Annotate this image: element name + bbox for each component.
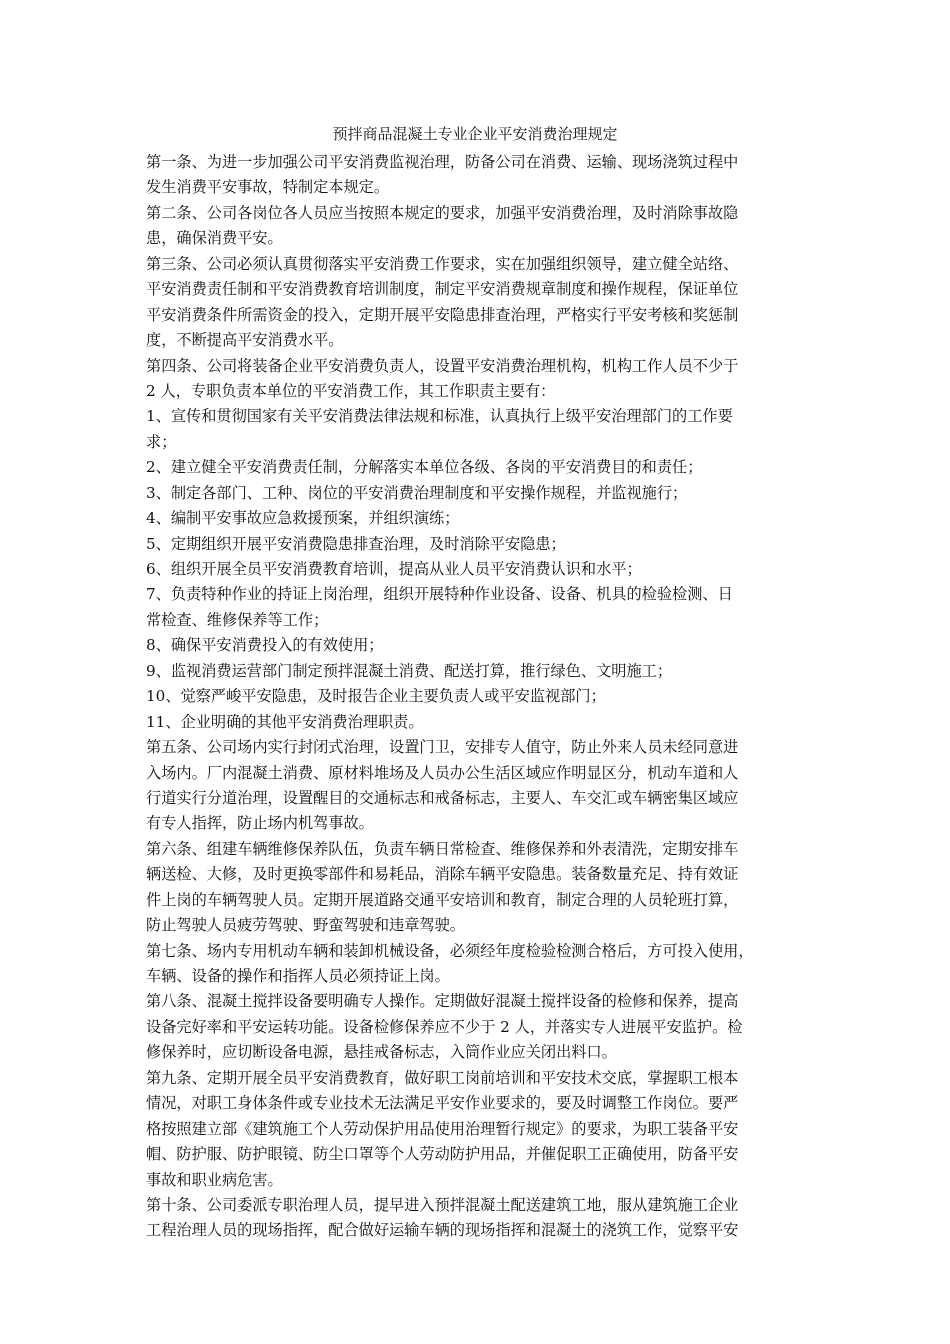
text-line: 平安消费条件所需资金的投入，定期开展平安隐患排查治理，严格实行平安考核和奖惩制: [146, 305, 739, 324]
text-line: 5、定期组织开展平安消费隐患排查治理，及时消除平安隐患；: [146, 534, 566, 553]
text-line: 11、企业明确的其他平安消费治理职责。: [146, 712, 424, 731]
text-line: 事故和职业病危害。: [146, 1170, 283, 1189]
text-line: 第三条、公司必须认真贯彻落实平安消费工作要求，实在加强组织领导，建立健全站络、: [146, 254, 739, 273]
text-line: 第九条、定期开展全员平安消费教育，做好职工岗前培训和平安技术交底，掌握职工根本: [146, 1068, 739, 1087]
text-line: 防止驾驶人员疲劳驾驶、野蛮驾驶和违章驾驶。: [146, 916, 465, 935]
text-line: 辆送检、大修，及时更换零部件和易耗品，消除车辆平安隐患。装备数量充足、持有效证: [146, 865, 739, 884]
text-line: 1、宣传和贯彻国家有关平安消费法律法规和标准，认真执行上级平安治理部门的工作要: [146, 407, 733, 426]
text-line: 患，确保消费平安。: [146, 229, 283, 248]
text-line: 行道实行分道治理，设置醒目的交通标志和戒备标志，主要人、车交汇或车辆密集区域应: [146, 788, 739, 807]
text-line: 件上岗的车辆驾驶人员。定期开展道路交通平安培训和教育，制定合理的人员轮班打算，: [146, 890, 739, 909]
text-line: 2、建立健全平安消费责任制，分解落实本单位各级、各岗的平安消费目的和责任；: [146, 458, 703, 477]
text-line: 第十条、公司委派专职治理人员，提早进入预拌混凝土配送建筑工地，服从建筑施工企业: [146, 1195, 739, 1214]
text-line: 有专人指挥，防止场内机驾事故。: [146, 814, 374, 833]
text-line: 第七条、场内专用机动车辆和装卸机械设备，必须经年度检验检测合格后，方可投入使用，: [146, 941, 754, 960]
text-line: 入场内。厂内混凝土消费、原材料堆场及人员办公生活区域应作明显区分，机动车道和人: [146, 763, 739, 782]
text-line: 7、负责特种作业的持证上岗治理，组织开展特种作业设备、设备、机具的检验检测、日: [146, 585, 733, 604]
text-line: 第二条、公司各岗位各人员应当按照本规定的要求，加强平安消费治理，及时消除事故隐: [146, 203, 739, 222]
text-line: 车辆、设备的操作和指挥人员必须持证上岗。: [146, 967, 450, 985]
text-line: 第一条、为进一步加强公司平安消费监视治理，防备公司在消费、运输、现场浇筑过程中: [146, 153, 739, 171]
text-line: 格按照建立部《建筑施工个人劳动保护用品使用治理暂行规定》的要求，为职工装备平安: [146, 1119, 739, 1138]
text-line: 发生消费平安事故，特制定本规定。: [146, 178, 389, 197]
document-body: [146, 150, 826, 1244]
text-line: 9、监视消费运营部门制定预拌混凝土消费、配送打算，推行绿色、文明施工；: [146, 661, 673, 680]
text-line: 3、制定各部门、工种、岗位的平安消费治理制度和平安操作规程，并监视施行；: [146, 483, 688, 502]
text-line: 4、编制平安事故应急救援预案，并组织演练；: [146, 509, 460, 528]
text-line: 6、组织开展全员平安消费教育培训，提高从业人员平安消费认识和水平；: [146, 560, 642, 578]
text-line: 求；: [146, 432, 177, 451]
text-line: 常检查、维修保养等工作；: [146, 610, 329, 629]
text-line: 第五条、公司场内实行封闭式治理，设置门卫，安排专人值守，防止外来人员未经同意进: [146, 738, 739, 757]
text-line: 第八条、混凝土搅拌设备要明确专人操作。定期做好混凝土搅拌设备的检修和保养，提高: [146, 992, 739, 1011]
text-line: 设备完好率和平安运转功能。设备检修保养应不少于 2 人，并落实专人进展平安监护。检: [146, 1017, 743, 1036]
text-line: 平安消费责任制和平安消费教育培训制度，制定平安消费规章制度和操作规程，保证单位: [146, 280, 739, 299]
text-line: 第四条、公司将装备企业平安消费负责人，设置平安消费治理机构，机构工作人员不少于: [146, 356, 739, 375]
text-line: 10、觉察严峻平安隐患，及时报告企业主要负责人或平安监视部门；: [146, 687, 606, 706]
document-title: 预拌商品混凝土专业企业平安消费治理规定: [332, 125, 618, 143]
text-line: 帽、防护服、防护眼镜、防尘口罩等个人劳动防护用品，并催促职工正确使用，防备平安: [146, 1145, 739, 1164]
text-line: 度，不断提高平安消费水平。: [146, 331, 344, 350]
text-line: 8、确保平安消费投入的有效使用；: [146, 636, 384, 655]
text-line: 修保养时，应切断设备电源，悬挂戒备标志，入筒作业应关闭出料口。: [146, 1043, 617, 1062]
text-line: 工程治理人员的现场指挥，配合做好运输车辆的现场指挥和混凝土的浇筑工作，觉察平安: [146, 1221, 739, 1240]
text-line: 2 人，专职负责本单位的平安消费工作，其工作职责主要有：: [146, 381, 556, 400]
text-line: 第六条、组建车辆维修保养队伍，负责车辆日常检查、维修保养和外表清洗，定期安排车: [146, 839, 739, 858]
text-line: 情况，对职工身体条件或专业技术无法满足平安作业要求的，要及时调整工作岗位。要严: [146, 1094, 739, 1113]
